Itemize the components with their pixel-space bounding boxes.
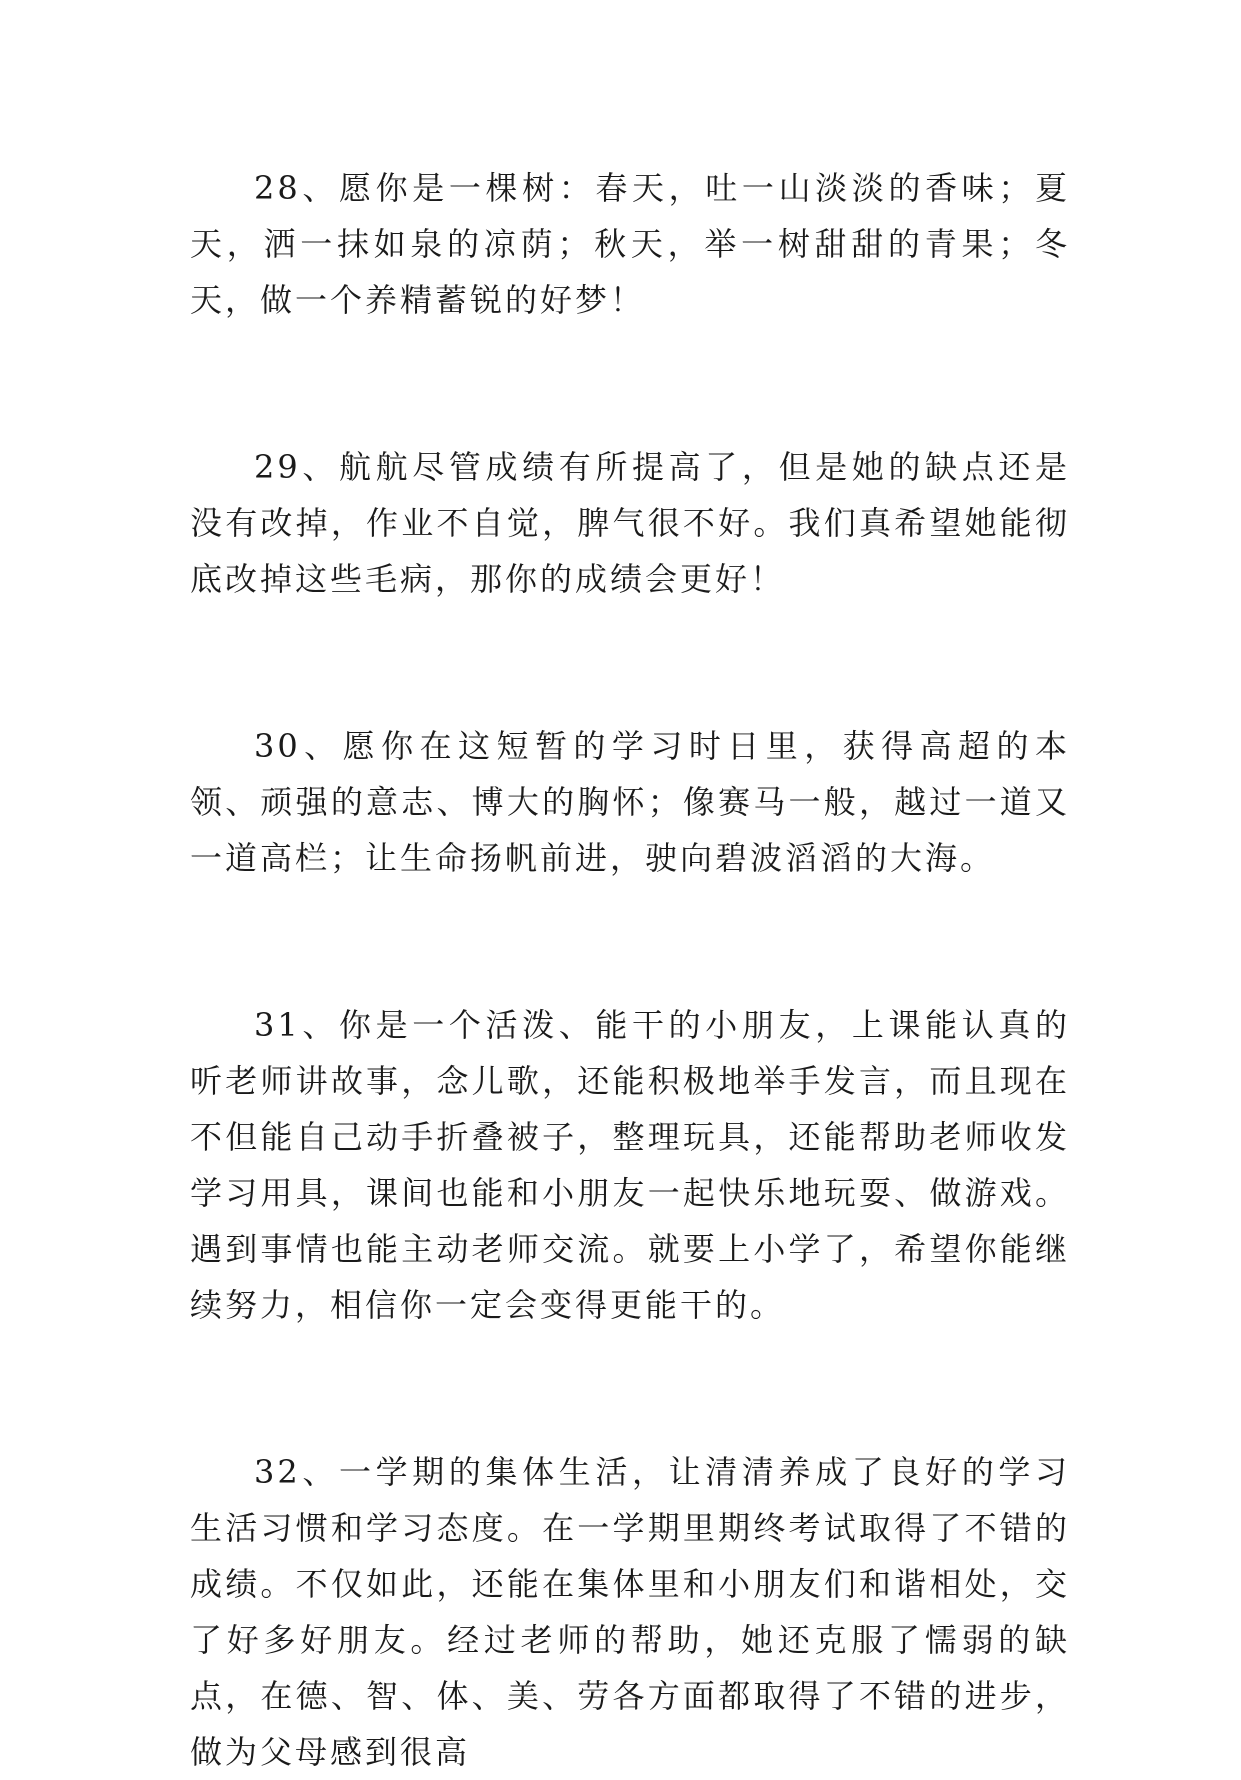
paragraph-31: 31、你是一个活泼、能干的小朋友，上课能认真的听老师讲故事，念儿歌，还能积极地举手发言，而且现在不但能自己动手折叠被子，整理玩具，还能帮助老师收发学习用具，课间也能和小朋友一起快乐地玩耍、做游戏。遇到事情也能主动老师交流。就要上小学了，希望你能继续努力，相信你一定会变得更能干的。 <box>190 1006 1070 1324</box>
paragraph-29: 29、航航尽管成绩有所提高了，但是她的缺点还是没有改掉，作业不自觉，脾气很不好。我们真希望她能彻底改掉这些毛病，那你的成绩会更好！ <box>190 448 1070 598</box>
paragraph-30: 30、愿你在这短暂的学习时日里，获得高超的本领、顽强的意志、博大的胸怀；像赛马一般，越过一道又一道高栏；让生命扬帆前进，驶向碧波滔滔的大海。 <box>190 727 1070 877</box>
paragraph-32: 32、一学期的集体生活，让清清养成了良好的学习生活习惯和学习态度。在一学期里期终考试取得了不错的成绩。不仅如此，还能在集体里和小朋友们和谐相处，交了好多好朋友。经过老师的帮助，她还克服了懦弱的缺点，在德、智、体、美、劳各方面都取得了不错的进步，做为父母感到很高 <box>190 1453 1070 1771</box>
document-body <box>190 160 1070 1780</box>
paragraph-28: 28、愿你是一棵树：春天，吐一山淡淡的香味；夏天，洒一抹如泉的凉荫；秋天，举一树甜甜的青果；冬天，做一个养精蓄锐的好梦！ <box>190 169 1070 319</box>
